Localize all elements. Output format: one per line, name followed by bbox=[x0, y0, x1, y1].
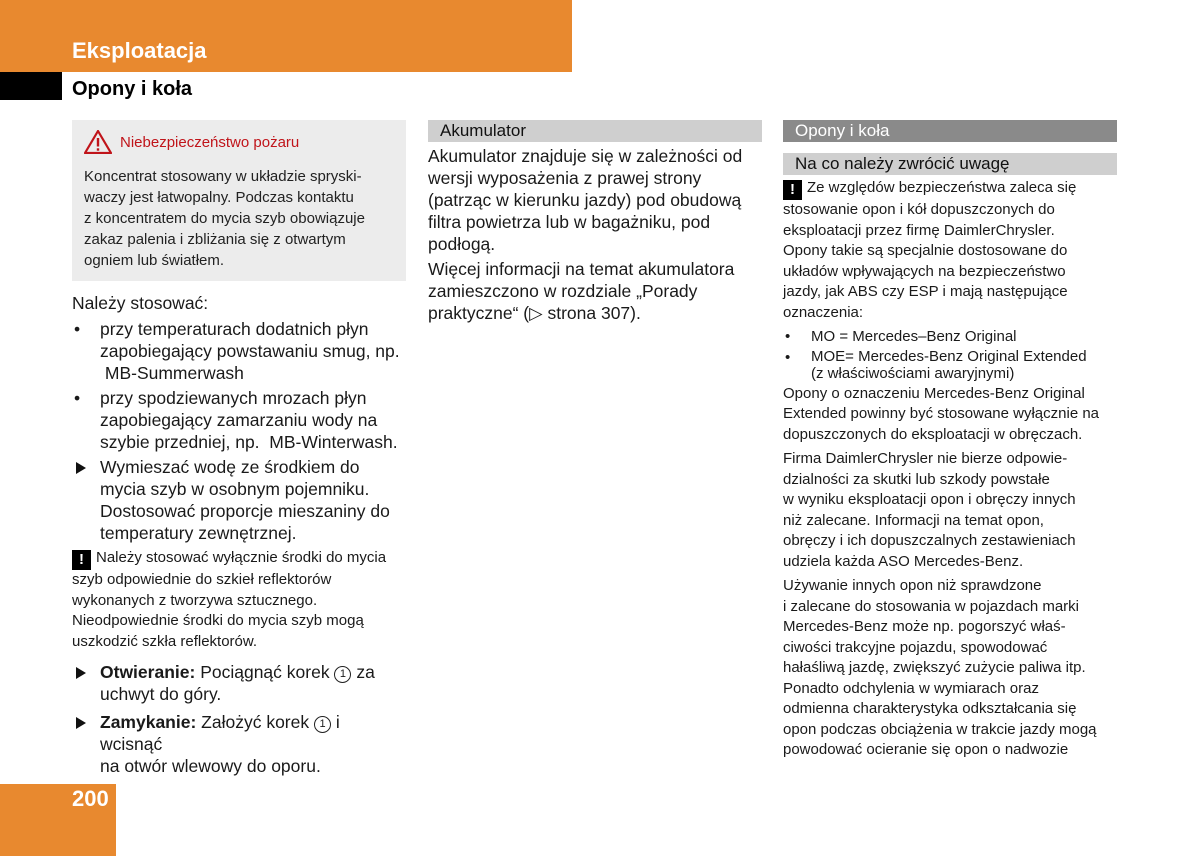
step-line: Dostosować proporcje mieszaniny do bbox=[100, 501, 390, 521]
subsection-heading: Na co należy zwrócić uwagę bbox=[783, 153, 1117, 175]
text-line: powodować ocieranie się opon o nadwozie bbox=[783, 741, 1069, 758]
note-line: eksploatacji przez firmę DaimlerChrysler. bbox=[783, 221, 1055, 239]
note-line: oznaczenia: bbox=[783, 303, 864, 321]
text-line: w wyniku eksploatacji opon i obręczy innych bbox=[783, 491, 1076, 508]
list-item bbox=[783, 327, 1117, 348]
warning-title: Niebezpieczeństwo pożaru bbox=[120, 133, 300, 151]
list-line: MO = Mercedes–Benz Original bbox=[811, 328, 1017, 345]
note-line: uszkodzić szkła reflektorów. bbox=[72, 632, 258, 650]
step-text: Założyć korek bbox=[201, 712, 310, 732]
step-text: za bbox=[356, 662, 375, 682]
list-line: MB-Summerwash bbox=[100, 363, 244, 383]
warning-line: ogniem lub światłem. bbox=[84, 252, 225, 269]
list-line: zapobiegający powstawaniu smug, np. bbox=[100, 341, 400, 361]
warning-line: z koncentratem do mycia szyb obowiązuje bbox=[84, 210, 365, 227]
step-line: Wymieszać wodę ze środkiem do bbox=[100, 457, 360, 477]
text-line: Więcej informacji na temat akumulatora bbox=[428, 259, 735, 279]
page-number: 200 bbox=[72, 786, 109, 811]
column-right bbox=[783, 120, 1117, 761]
text-line: podłogą. bbox=[428, 234, 496, 254]
note-line: Opony takie są specjalnie dostosowane do bbox=[783, 242, 1068, 259]
warning-heading bbox=[84, 130, 394, 154]
text-line: udziela każda ASO Mercedes-Benz. bbox=[783, 552, 1024, 570]
tire-paragraph-1 bbox=[783, 384, 1117, 446]
warning-line: zakaz palenia i zbliżania się z otwartym bbox=[84, 231, 346, 248]
tire-paragraph-3 bbox=[783, 576, 1117, 761]
text-line: ciwości trakcyjne pojazdu, spowodować bbox=[783, 638, 1048, 656]
text-line: niż zalecane. Informacji na temat opon, bbox=[783, 511, 1044, 529]
tire-safety-note bbox=[783, 178, 1117, 323]
text-line: Opony o oznaczeniu Mercedes-Benz Original bbox=[783, 384, 1085, 402]
text-line: Mercedes-Benz może np. pogorszyć właś- bbox=[783, 618, 1066, 635]
note-line: jazdy, jak ABS czy ESP i mają następujące bbox=[783, 283, 1068, 300]
list-item bbox=[72, 387, 406, 453]
note-line: wykonanych z tworzywa sztucznego. bbox=[72, 591, 318, 609]
subsection-marker bbox=[0, 72, 62, 100]
step-text: Pociągnąć korek bbox=[200, 662, 330, 682]
text-line: Akumulator znajduje się w zależności od bbox=[428, 146, 743, 166]
list-line: przy temperaturach dodatnich płyn bbox=[100, 319, 369, 339]
step-label: Otwieranie: bbox=[100, 662, 196, 682]
step-line bbox=[100, 711, 406, 755]
note-line: układów wpływających na bezpieczeństwo bbox=[783, 262, 1066, 280]
text-line: i zalecane do stosowania w pojazdach marki bbox=[783, 597, 1079, 615]
list-line: szybie przedniej, np. MB-Winterwash. bbox=[100, 432, 398, 452]
note-text: Ze względów bezpieczeństwa zaleca się bbox=[807, 179, 1077, 196]
bullet-icon: • bbox=[785, 348, 791, 366]
text-line: Ponadto odchylenia w wymiarach oraz bbox=[783, 679, 1039, 697]
note-line: szyb odpowiednie do szkieł reflektorów bbox=[72, 571, 332, 588]
battery-reference bbox=[428, 258, 762, 324]
section-heading-tires: Opony i koła bbox=[783, 120, 1117, 142]
callout-number-icon: 1 bbox=[314, 716, 331, 733]
fire-warning-box bbox=[72, 120, 406, 281]
note-first-line bbox=[72, 548, 406, 570]
list-item bbox=[72, 318, 406, 384]
column-middle bbox=[428, 120, 762, 324]
note-first-line bbox=[783, 178, 1117, 200]
battery-paragraph bbox=[428, 145, 762, 255]
note-line: Nieodpowiednie środki do mycia szyb mogą bbox=[72, 612, 364, 629]
section-title: Eksploatacja bbox=[72, 38, 207, 63]
step-line: temperatury zewnętrznej. bbox=[100, 523, 297, 543]
tire-paragraph-2 bbox=[783, 449, 1117, 572]
text-line: Używanie innych opon niż sprawdzone bbox=[783, 577, 1042, 594]
recommendation-intro: Należy stosować: bbox=[72, 293, 209, 313]
step-line: na otwór wlewowy do oporu. bbox=[100, 756, 321, 776]
warning-triangle-icon bbox=[84, 130, 112, 154]
warning-line: Koncentrat stosowany w układzie spryski- bbox=[84, 168, 362, 185]
text-line: dzialności za skutki lub szkody powstałe bbox=[783, 470, 1050, 488]
list-line: MOE= Mercedes-Benz Original Extended bbox=[811, 347, 1087, 365]
text-line: filtra powietrza lub w bagażniku, pod bbox=[428, 212, 711, 232]
warning-text bbox=[84, 166, 394, 271]
step-arrow-icon bbox=[76, 717, 86, 729]
list-line: zapobiegający zamarzaniu wody na bbox=[100, 410, 378, 430]
step-line bbox=[100, 661, 406, 683]
text-line: obręczy i ich dopuszczalnych zestawieniach bbox=[783, 532, 1076, 549]
step-line: mycia szyb w osobnym pojemniku. bbox=[100, 479, 370, 499]
note-text: Należy stosować wyłącznie środki do mycia bbox=[96, 549, 387, 566]
warning-line: waczy jest łatwopalny. Podczas kontaktu bbox=[84, 189, 354, 206]
subsection-title: Opony i koła bbox=[72, 78, 193, 100]
text-line: Firma DaimlerChrysler nie bierze odpowie- bbox=[783, 450, 1068, 467]
step-line: uchwyt do góry. bbox=[100, 684, 222, 704]
step-arrow-icon bbox=[76, 667, 86, 679]
note-line: stosowanie opon i kół dopuszczonych do bbox=[783, 201, 1055, 218]
step-text: i wcisnąć bbox=[100, 712, 340, 754]
text-line: Extended powinny być stosowane wyłącznie na bbox=[783, 405, 1100, 422]
bullet-icon: • bbox=[785, 328, 791, 345]
bullet-icon: • bbox=[74, 319, 81, 339]
section-heading-battery: Akumulator bbox=[428, 120, 762, 142]
step-label: Zamykanie: bbox=[100, 712, 197, 732]
bullet-icon: • bbox=[74, 388, 81, 408]
list-item bbox=[783, 348, 1117, 382]
instruction-step bbox=[72, 456, 406, 544]
text-line: opon podczas obciążenia w trakcie jazdy mogą bbox=[783, 720, 1097, 738]
list-line: przy spodziewanych mrozach płyn bbox=[100, 388, 367, 408]
text-line: dopuszczonych do eksploatacji w obręczach. bbox=[783, 425, 1083, 443]
text-line: odmienna charakterystyka odkształcania się bbox=[783, 700, 1077, 717]
headlight-note bbox=[72, 548, 406, 652]
text-line: praktyczne“ (▷ strona 307). bbox=[428, 303, 641, 323]
exclamation-icon: ! bbox=[72, 550, 91, 570]
text-line: wersji wyposażenia z prawej strony bbox=[428, 168, 702, 188]
step-arrow-icon bbox=[76, 462, 86, 474]
tire-marking-list bbox=[783, 327, 1117, 382]
recommendation-list bbox=[72, 318, 406, 544]
exclamation-icon: ! bbox=[783, 180, 802, 200]
instruction-step-open bbox=[72, 661, 406, 705]
callout-number-icon: 1 bbox=[334, 666, 351, 683]
cap-steps bbox=[72, 661, 406, 777]
instruction-step-close bbox=[72, 711, 406, 777]
recommendation-block bbox=[72, 292, 406, 544]
list-line: (z właściwościami awaryjnymi) bbox=[811, 364, 1015, 382]
column-left bbox=[72, 120, 406, 780]
text-line: zamieszczono w rozdziale „Porady bbox=[428, 281, 698, 301]
text-line: hałaśliwą jazdę, zwiększyć zużycie paliwa itp. bbox=[783, 659, 1086, 676]
text-line: (patrząc w kierunku jazdy) pod obudową bbox=[428, 190, 742, 210]
